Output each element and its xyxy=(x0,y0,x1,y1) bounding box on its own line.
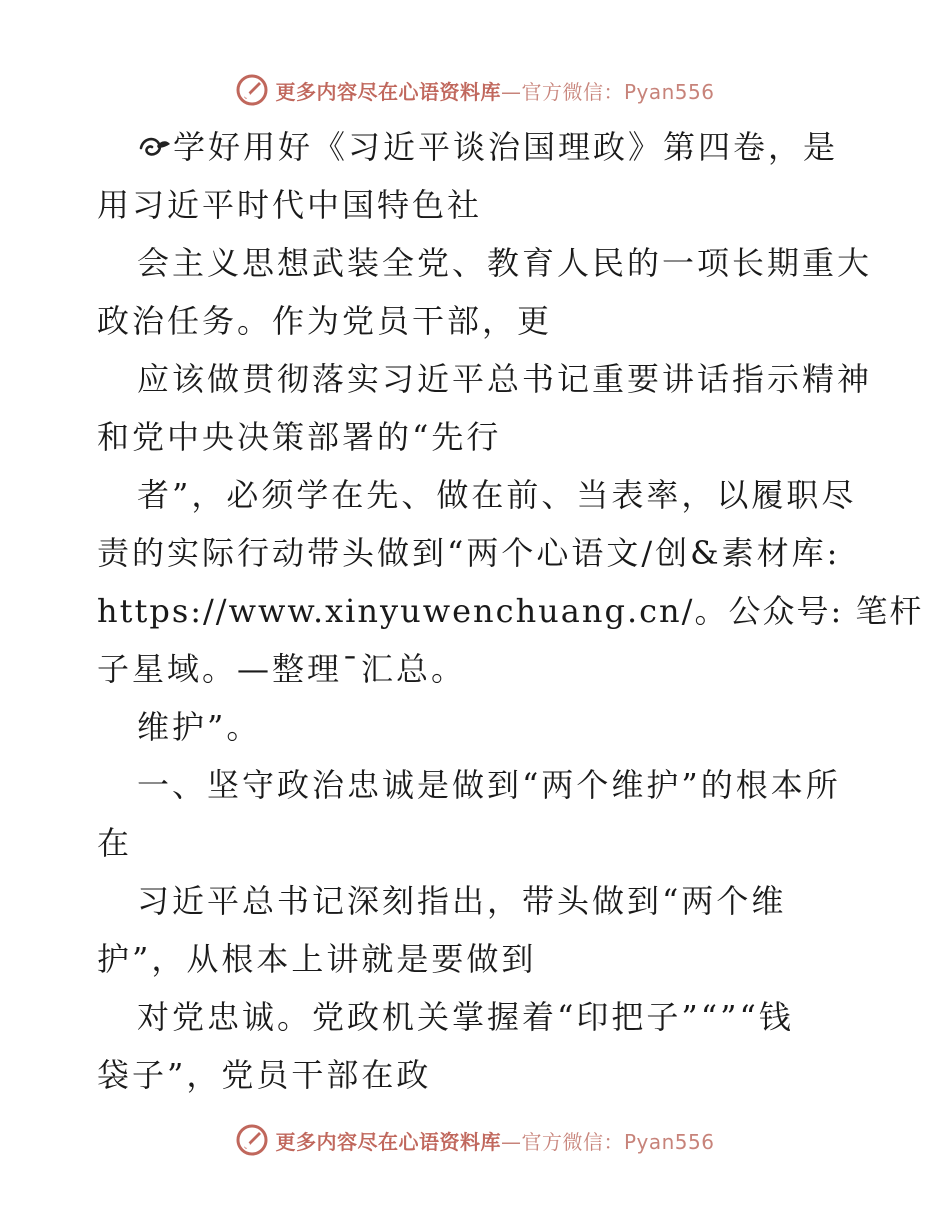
body-line-8: 责的实际行动带头做到“两个心语文/创&素材库: xyxy=(97,534,841,572)
leaf-ornament-icon xyxy=(137,132,173,162)
body-line-text: 学好用好《习近平谈治国理政》第四卷，是 xyxy=(173,128,839,166)
header-banner-main: 更多内容尽在心语资料库 xyxy=(275,79,501,104)
footer-banner-text xyxy=(275,1126,714,1155)
header-banner-separator: — xyxy=(500,79,522,104)
body-line-7: 者”，必须学在先、做在前、当表率，以履职尽 xyxy=(137,476,857,514)
footer-banner-main: 更多内容尽在心语资料库 xyxy=(275,1129,501,1154)
header-banner-wechat: 官方微信：Pyan556 xyxy=(521,79,715,104)
footer-banner-wechat: 官方微信：Pyan556 xyxy=(521,1129,715,1154)
body-line-9: https://www.xinyuwenchuang.cn/。公众号: 笔杆 xyxy=(97,592,924,630)
quill-seal-icon xyxy=(235,1123,269,1157)
body-line-2: 用习近平时代中国特色社 xyxy=(97,186,483,224)
footer-banner xyxy=(0,1120,950,1160)
body-line-11: 维护”。 xyxy=(137,708,262,746)
header-banner-text xyxy=(275,76,714,105)
section-heading-line-2: 在 xyxy=(97,824,133,862)
body-line-1 xyxy=(97,118,857,176)
quill-seal-icon xyxy=(235,73,269,107)
body-line-6: 和党中央决策部署的“先行 xyxy=(97,418,502,456)
body-line-15: 护”，从根本上讲就是要做到 xyxy=(97,940,537,978)
body-line-16: 对党忠诚。党政机关掌握着“印把子”“”“钱 xyxy=(137,998,794,1036)
body-line-10: 子星域。—整理¯汇总。 xyxy=(97,650,467,688)
body-line-17: 袋子”，党员干部在政 xyxy=(97,1056,432,1094)
body-line-5: 应该做贯彻落实习近平总书记重要讲话指示精神 xyxy=(137,360,873,398)
footer-banner-separator: — xyxy=(500,1129,522,1154)
header-banner xyxy=(0,70,950,110)
body-line-4: 政治任务。作为党员干部，更 xyxy=(97,302,553,340)
document-body xyxy=(97,118,924,1104)
section-heading-line-1: 一、坚守政治忠诚是做到“两个维护”的根本所 xyxy=(137,766,841,804)
body-line-14: 习近平总书记深刻指出，带头做到“两个维 xyxy=(137,882,787,920)
body-line-3: 会主义思想武装全党、教育人民的一项长期重大 xyxy=(137,244,873,282)
